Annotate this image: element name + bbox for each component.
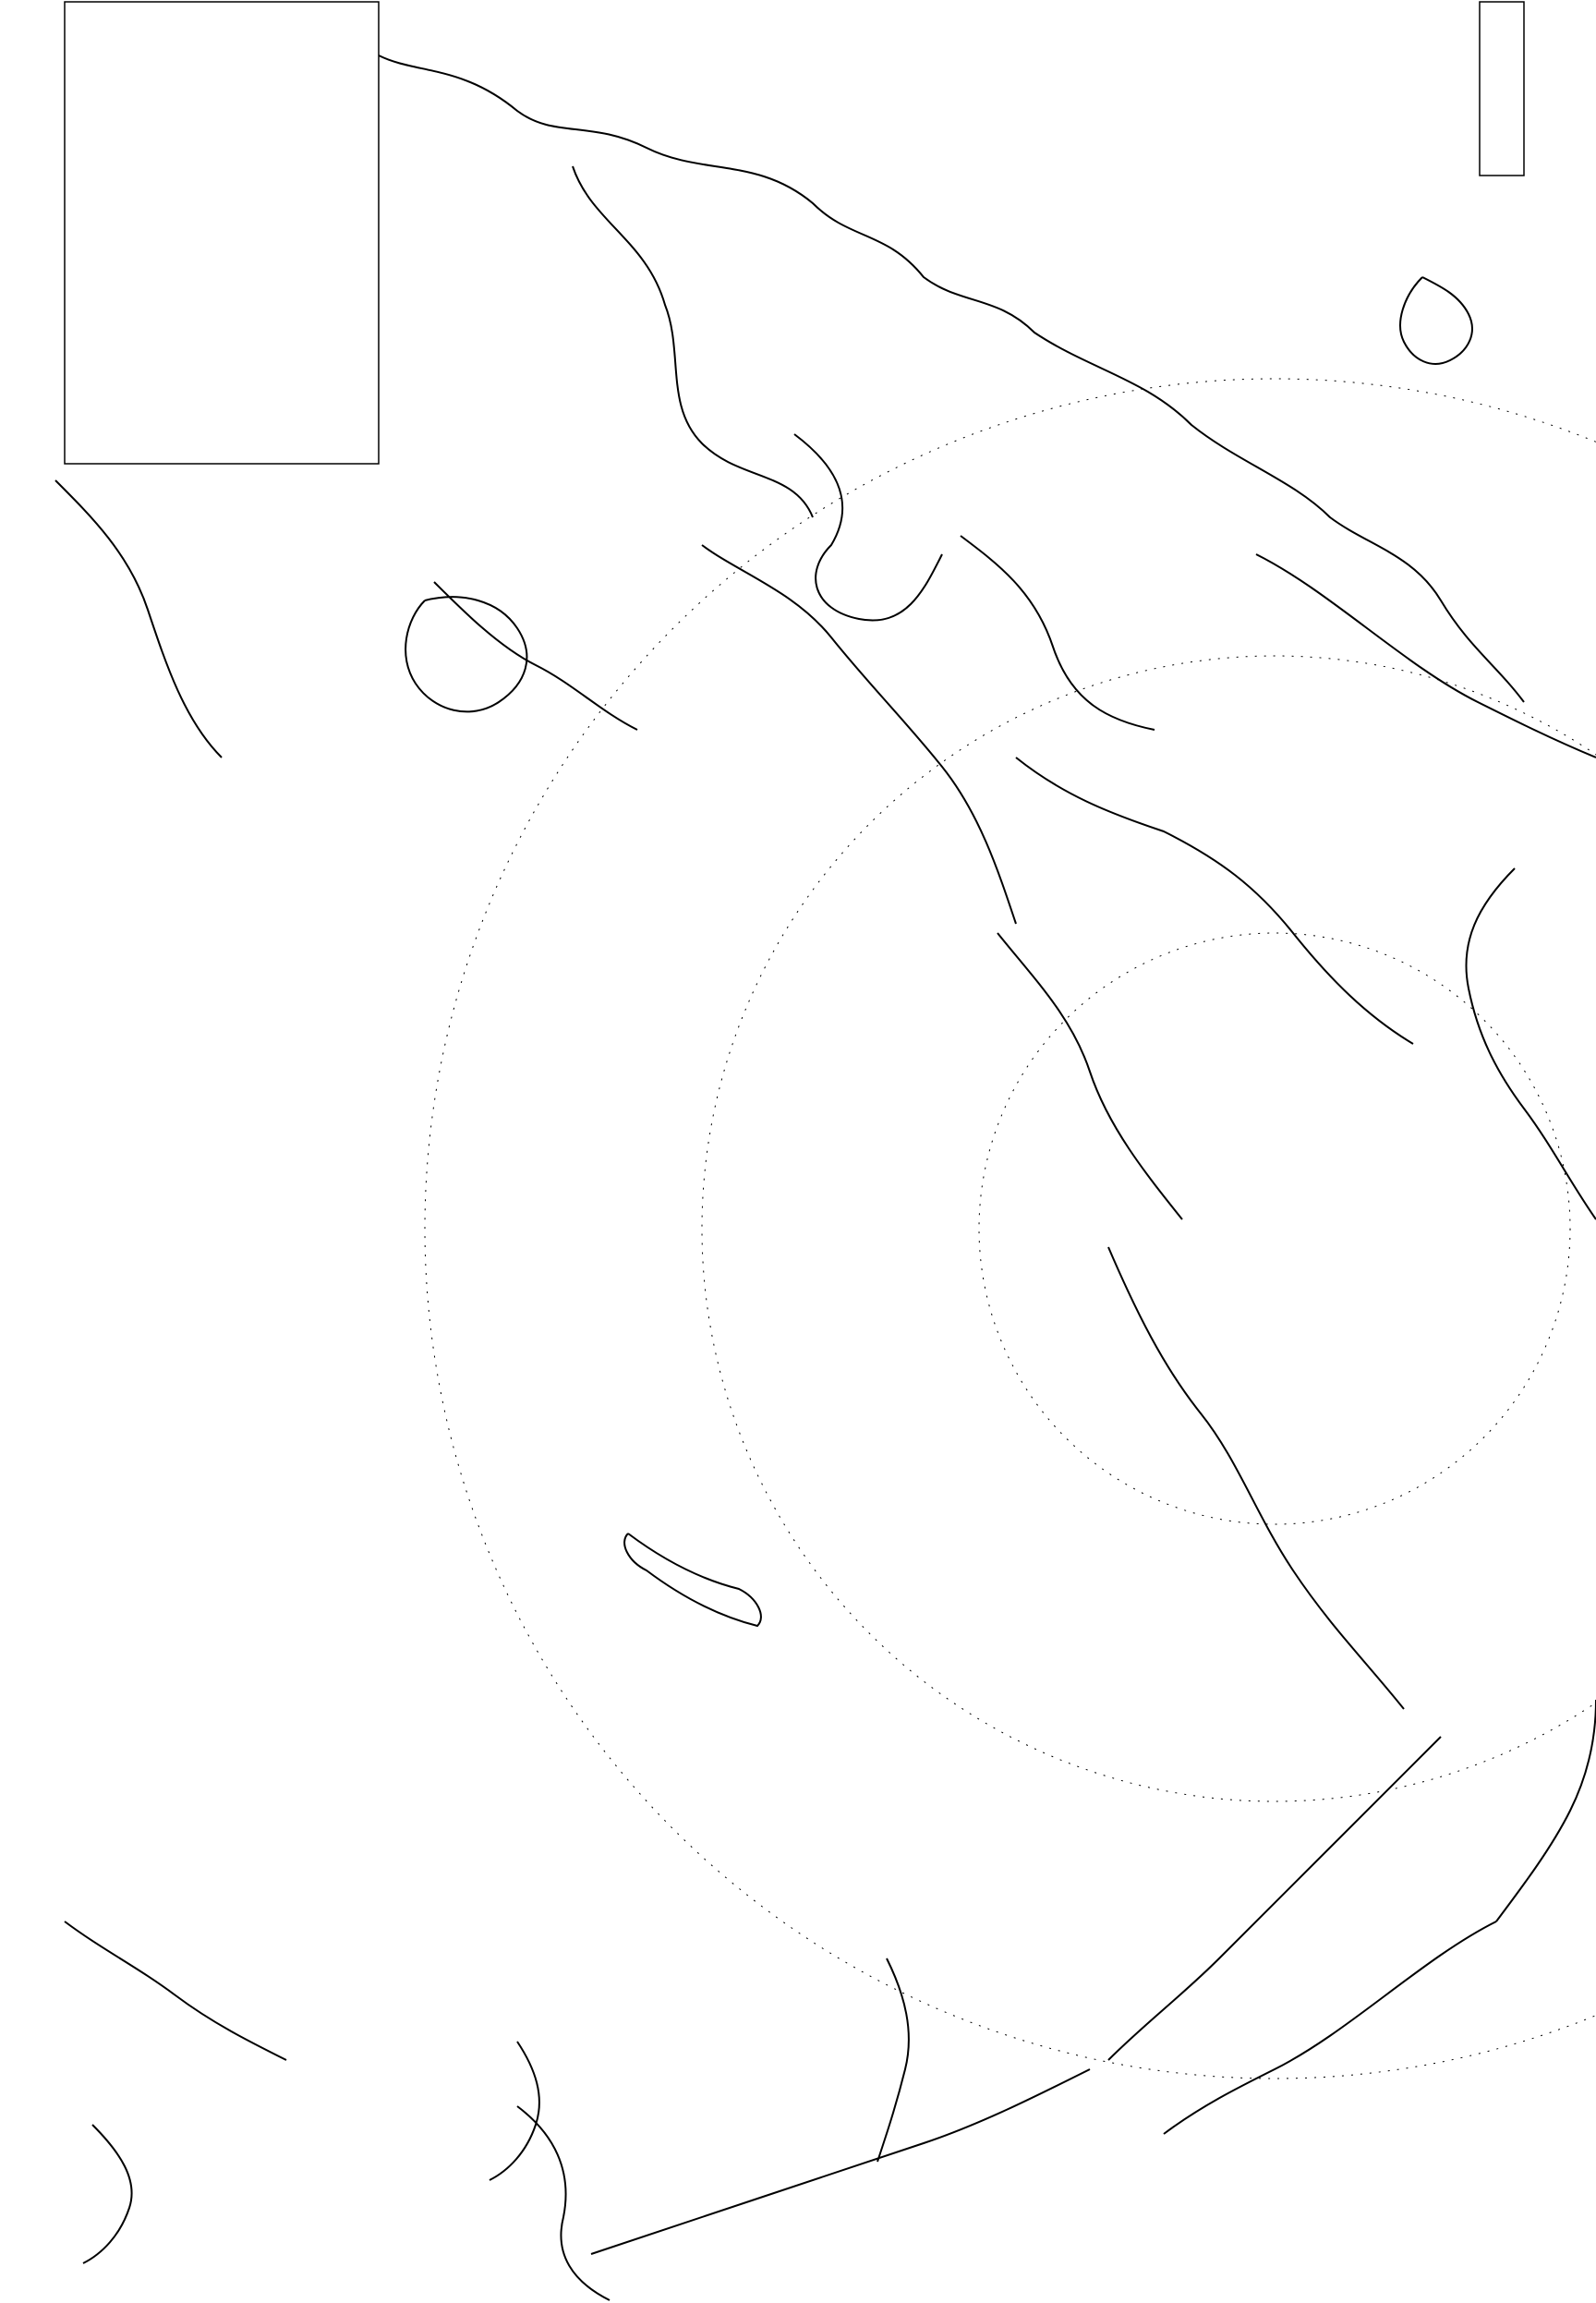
info-box [65,2,379,464]
coastline-iceland [1400,277,1472,364]
latitude-circle-70 [702,656,1596,1801]
coastline-caspian-area [1016,758,1413,1044]
coastline-lake-baikal [624,1533,761,1626]
chart-id-border [1480,2,1524,176]
info-box-border [65,2,379,464]
coastline-baltic [961,536,1155,730]
coastline-arctic-russia [702,545,1016,924]
coastline-south-china [65,1921,286,2060]
coastline-kamchatka [1108,1737,1441,2060]
coastline-novaya-zemlya [434,582,637,730]
coastline-arctic-canada [1466,868,1596,1219]
coastline-sakhalin [877,1958,909,2162]
coastline-north-america [1496,1700,1596,1921]
graticule [425,379,1596,2079]
coastline-east-siberia [1108,1247,1404,1709]
coastline-taimyr [998,933,1182,1219]
chart-id-box [1480,2,1524,176]
coastline-greenland [1256,554,1596,758]
latitude-circle-80 [979,933,1570,1524]
latitude-circle-60 [425,379,1596,2079]
coastline-north-europe [379,55,1524,702]
coastline-okhotsk [591,2069,1090,2254]
coastline-white-sea [794,434,942,621]
coastline-west-mediterranean [55,480,222,758]
coastline-korea [490,2042,539,2180]
coastline-philippines [83,2125,132,2263]
coastline-alaska [1164,1921,1496,2134]
coastline-scandinavia [573,166,813,517]
